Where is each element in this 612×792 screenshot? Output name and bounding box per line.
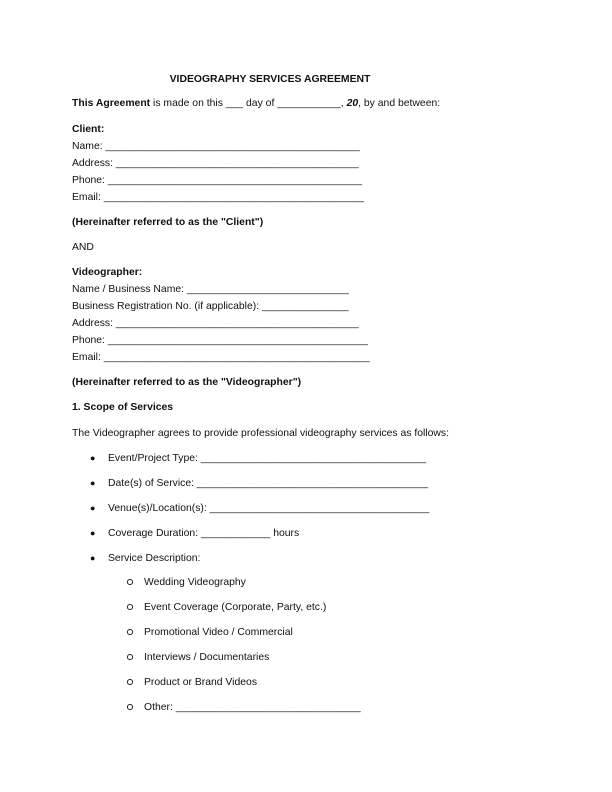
client-heading: Client: (72, 124, 105, 135)
circle-bullet-icon (127, 679, 133, 685)
videographer-email-field[interactable]: Email: ______________________________________________ (72, 352, 370, 363)
intro-paragraph (72, 97, 440, 110)
scope-intro: The Videographer agrees to provide professional videography services as follows: (72, 428, 449, 439)
circle-bullet-icon (127, 654, 133, 660)
client-phone-field[interactable]: Phone: ____________________________________________ (72, 175, 363, 186)
bullet-dot-icon: ● (90, 553, 96, 563)
bullet-dot-icon: ● (90, 503, 96, 513)
service-option-wedding[interactable]: Wedding Videography (144, 577, 246, 588)
circle-bullet-icon (127, 579, 133, 585)
bullet-dot-icon: ● (90, 528, 96, 538)
client-email-field[interactable]: Email: _____________________________________________ (72, 192, 364, 203)
service-option-interviews[interactable]: Interviews / Documentaries (144, 652, 270, 663)
service-option-promotional[interactable]: Promotional Video / Commercial (144, 627, 293, 638)
circle-bullet-icon (127, 604, 133, 610)
client-address-field[interactable]: Address: __________________________________________ (72, 158, 359, 169)
circle-bullet-icon (127, 704, 133, 710)
circle-bullet-icon (127, 629, 133, 635)
videographer-phone-field[interactable]: Phone: _____________________________________________ (72, 335, 368, 346)
service-option-other[interactable]: Other: ________________________________ (144, 702, 361, 713)
intro-text-2: , by and between: (358, 98, 441, 109)
videographer-heading: Videographer: (72, 267, 143, 278)
scope-item-event-type[interactable]: Event/Project Type: _______________________________________ (108, 453, 427, 464)
document-title: VIDEOGRAPHY SERVICES AGREEMENT (169, 74, 371, 85)
intro-year: 20 (346, 98, 359, 109)
scope-item-duration[interactable]: Coverage Duration: ____________ hours (108, 528, 300, 539)
scope-item-description: Service Description: (108, 553, 201, 564)
intro-bold-lead: This Agreement (72, 98, 151, 109)
service-option-product[interactable]: Product or Brand Videos (144, 677, 258, 688)
service-option-event[interactable]: Event Coverage (Corporate, Party, etc.) (144, 602, 327, 613)
scope-item-dates[interactable]: Date(s) of Service: ________________________________________ (108, 478, 429, 489)
videographer-address-field[interactable]: Address: __________________________________________ (72, 318, 359, 329)
intro-text-1: is made on this ___ day of ___________, (150, 98, 347, 109)
scope-heading: 1. Scope of Services (72, 402, 174, 413)
and-separator: AND (72, 242, 94, 253)
videographer-hereinafter: (Hereinafter referred to as the "Videographer") (72, 377, 302, 388)
videographer-registration-field[interactable]: Business Registration No. (if applicable): _______________ (72, 301, 349, 312)
bullet-dot-icon: ● (90, 453, 96, 463)
bullet-dot-icon: ● (90, 478, 96, 488)
videographer-business-name-field[interactable]: Name / Business Name: ____________________________ (72, 284, 349, 295)
client-hereinafter: (Hereinafter referred to as the "Client") (72, 217, 264, 228)
scope-item-venue[interactable]: Venue(s)/Location(s): ______________________________________ (108, 503, 430, 514)
client-name-field[interactable]: Name: ____________________________________________ (72, 141, 360, 152)
